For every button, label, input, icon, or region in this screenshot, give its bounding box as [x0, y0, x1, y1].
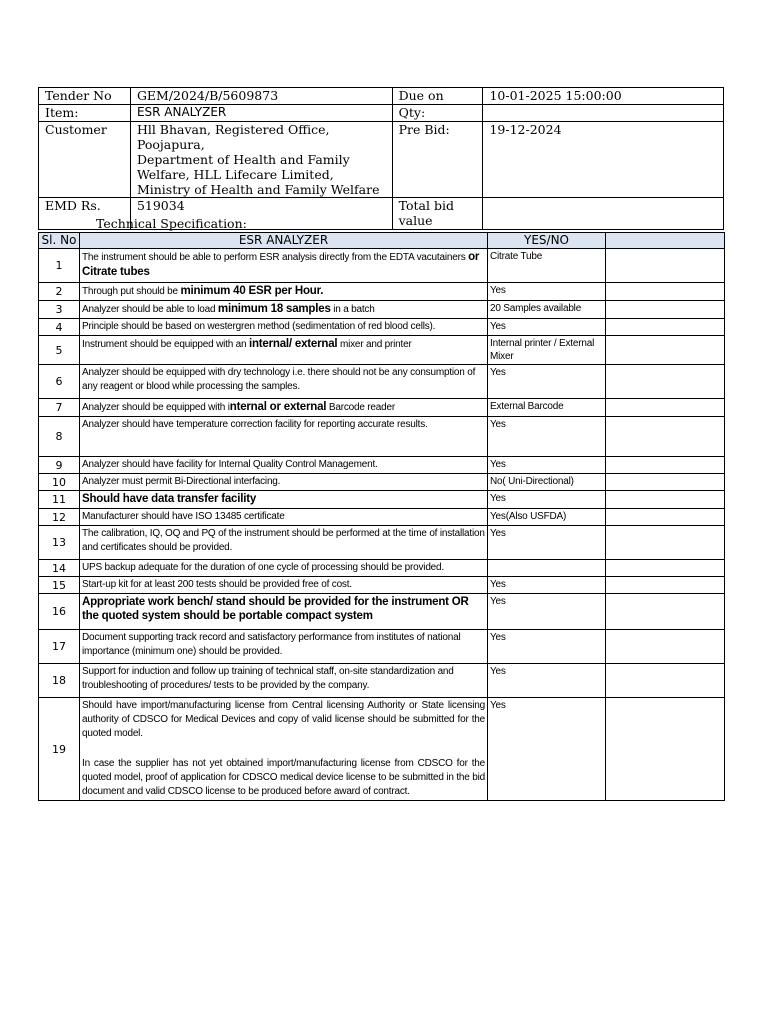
requirement-text-tail: in a batch [330, 304, 375, 315]
emd-value: 519034 [130, 198, 392, 230]
table-row [39, 526, 725, 560]
row-compliance: Yes [488, 457, 606, 474]
row-compliance: No( Uni-Directional) [488, 474, 606, 491]
row-requirement [80, 630, 488, 664]
requirement-text: Should have import/manufacturing license from Central licensing Authority or State licensing authority of CDSCO for Medical Devices and copy of valid license should be submitted for the quoted model. [82, 700, 485, 739]
row-remarks [606, 417, 725, 457]
row-requirement [80, 474, 488, 491]
total-bid-label [392, 198, 483, 230]
technical-specification-caption: Technical Specification: [96, 216, 247, 231]
requirement-emphasis: Should have data transfer facility [82, 493, 257, 505]
row-requirement [80, 577, 488, 594]
requirement-text-tail: In case the supplier has not yet obtained import/manufacturing license from CDSCO for the quoted model, proof of application for CDSCO medical device license to be submitted in the bid document and valid CDSCO license to be produced before award of contract. [82, 758, 485, 797]
customer-value [130, 122, 392, 198]
col-header-yes-no: YES/NO [488, 233, 606, 249]
row-requirement [80, 509, 488, 526]
item-value: ESR ANALYZER [130, 105, 392, 122]
row-compliance: Citrate Tube [488, 249, 606, 283]
table-row [39, 336, 725, 365]
row-requirement [80, 399, 488, 417]
row-number: 1 [39, 249, 80, 283]
row-compliance: Yes [488, 577, 606, 594]
row-compliance: 20 Samples available [488, 301, 606, 319]
requirement-text-tail: mixer and printer [337, 339, 412, 350]
row-requirement [80, 365, 488, 399]
requirement-text: Start-up kit for at least 200 tests should be provided free of cost. [82, 579, 352, 590]
row-remarks [606, 249, 725, 283]
row-number: 3 [39, 301, 80, 319]
requirement-text: Instrument should be equipped with an [82, 339, 249, 350]
row-number: 11 [39, 491, 80, 509]
due-on-label: Due on [392, 88, 483, 105]
table-row [39, 594, 725, 630]
tender-info-table [38, 87, 724, 230]
row-requirement [80, 457, 488, 474]
customer-label: Customer [39, 122, 131, 198]
requirement-emphasis: internal/ external [248, 338, 338, 350]
table-row [39, 283, 725, 301]
row-number: 14 [39, 560, 80, 577]
row-remarks [606, 319, 725, 336]
requirement-text: The instrument should be able to perform ESR analysis directly from the EDTA vacutainers [82, 252, 469, 263]
requirement-text: Analyzer should be able to load [82, 304, 218, 315]
row-requirement [80, 336, 488, 365]
row-remarks [606, 630, 725, 664]
row-requirement [80, 283, 488, 301]
row-remarks [606, 365, 725, 399]
table-row [39, 577, 725, 594]
row-remarks [606, 526, 725, 560]
row-requirement [80, 319, 488, 336]
row-remarks [606, 509, 725, 526]
row-number: 6 [39, 365, 80, 399]
total-bid-value [483, 198, 724, 230]
col-header-sl-no: Sl. No [39, 233, 80, 249]
row-compliance: Yes [488, 319, 606, 336]
table-row [39, 491, 725, 509]
requirement-text: Analyzer should have facility for Internal Quality Control Management. [82, 459, 378, 470]
row-compliance: Yes(Also USFDA) [488, 509, 606, 526]
pre-bid-label: Pre Bid: [392, 122, 483, 198]
row-number: 13 [39, 526, 80, 560]
row-compliance: Internal printer / External Mixer [488, 336, 606, 365]
requirement-emphasis: or Citrate tubes [82, 251, 480, 278]
requirement-text: Manufacturer should have ISO 13485 certificate [82, 511, 285, 522]
row-compliance: Yes [488, 417, 606, 457]
table-row [39, 301, 725, 319]
requirement-text-tail: Barcode reader [326, 402, 396, 413]
table-row [39, 560, 725, 577]
pre-bid-value: 19-12-2024 [483, 122, 724, 198]
total-bid-label-line1: Total bid [398, 198, 454, 213]
row-number: 15 [39, 577, 80, 594]
row-compliance: Yes [488, 664, 606, 698]
row-compliance: Yes [488, 365, 606, 399]
col-header-extra [606, 233, 725, 249]
requirement-text: Document supporting track record and satisfactory performance from institutes of national importance (minimum one) should be provided. [82, 632, 461, 657]
due-on-value: 10-01-2025 15:00:00 [483, 88, 724, 105]
requirement-text: Analyzer should be equipped with dry technology i.e. there should not be any consumption of any reagent or blood while processing the samples. [82, 367, 476, 392]
table-row [39, 474, 725, 491]
row-number: 8 [39, 417, 80, 457]
row-remarks [606, 474, 725, 491]
row-number: 5 [39, 336, 80, 365]
tender-no-value: GEM/2024/B/5609873 [130, 88, 392, 105]
table-row [39, 417, 725, 457]
row-requirement [80, 249, 488, 283]
table-row [39, 457, 725, 474]
requirement-text: Through put should be [82, 286, 181, 297]
customer-line: Hll Bhavan, Registered Office, Poojapura, [136, 122, 330, 152]
row-remarks [606, 399, 725, 417]
row-remarks [606, 491, 725, 509]
row-compliance: Yes [488, 630, 606, 664]
table-row [39, 698, 725, 801]
row-compliance: Yes [488, 283, 606, 301]
requirement-emphasis: minimum 40 ESR per Hour. [180, 285, 324, 297]
row-requirement [80, 560, 488, 577]
table-row [39, 249, 725, 283]
row-remarks [606, 336, 725, 365]
table-row [39, 399, 725, 417]
row-compliance [488, 560, 606, 577]
requirement-emphasis: nternal or external [229, 401, 327, 413]
col-header-esr-analyzer: ESR ANALYZER [80, 233, 488, 249]
row-compliance: Yes [488, 594, 606, 630]
row-number: 17 [39, 630, 80, 664]
paragraph-gap [82, 741, 485, 757]
row-remarks [606, 301, 725, 319]
row-requirement [80, 301, 488, 319]
row-number: 10 [39, 474, 80, 491]
row-compliance: Yes [488, 698, 606, 801]
table-row [39, 319, 725, 336]
tender-no-label: Tender No [39, 88, 131, 105]
customer-line: Department of Health and Family [136, 152, 350, 167]
requirement-text: Principle should be based on westergren method (sedimentation of red blood cells). [82, 321, 436, 332]
table-row [39, 365, 725, 399]
item-label: Item: [39, 105, 131, 122]
row-number: 16 [39, 594, 80, 630]
row-compliance: Yes [488, 526, 606, 560]
qty-value [483, 105, 724, 122]
row-number: 4 [39, 319, 80, 336]
row-remarks [606, 594, 725, 630]
row-remarks [606, 283, 725, 301]
row-requirement [80, 526, 488, 560]
row-remarks [606, 457, 725, 474]
row-number: 12 [39, 509, 80, 526]
row-number: 18 [39, 664, 80, 698]
row-number: 2 [39, 283, 80, 301]
emd-label: EMD Rs. [39, 198, 131, 230]
requirement-emphasis: minimum 18 samples [217, 303, 331, 315]
row-requirement [80, 664, 488, 698]
row-compliance: External Barcode [488, 399, 606, 417]
row-requirement [80, 417, 488, 457]
table-row [39, 664, 725, 698]
customer-line: Ministry of Health and Family Welfare [136, 182, 380, 197]
table-row [39, 630, 725, 664]
customer-line: Welfare, HLL Lifecare Limited, [136, 167, 334, 182]
row-compliance: Yes [488, 491, 606, 509]
requirement-text: Analyzer must permit Bi-Directional interfacing. [82, 476, 281, 487]
row-number: 19 [39, 698, 80, 801]
row-requirement [80, 491, 488, 509]
row-remarks [606, 698, 725, 801]
row-remarks [606, 577, 725, 594]
total-bid-label-line2: value [398, 213, 433, 228]
requirement-text: The calibration, IQ, OQ and PQ of the instrument should be performed at the time of installation and certificates should be provided. [82, 528, 485, 553]
row-number: 7 [39, 399, 80, 417]
table-row [39, 509, 725, 526]
qty-label: Qty: [392, 105, 483, 122]
row-remarks [606, 560, 725, 577]
specification-table [38, 232, 725, 801]
requirement-text: Analyzer should have temperature correction facility for reporting accurate results. [82, 419, 428, 430]
requirement-emphasis: Appropriate work bench/ stand should be provided for the instrument OR the quoted system should be portable compact system [82, 596, 469, 622]
requirement-text: Support for induction and follow up training of technical staff, on-site standardization and troubleshooting of procedures/ tests to be provided by the company. [82, 666, 454, 691]
requirement-text: Analyzer should be equipped with i [82, 402, 230, 413]
row-requirement [80, 594, 488, 630]
requirement-text: UPS backup adequate for the duration of one cycle of processing should be provided. [82, 562, 444, 573]
row-remarks [606, 664, 725, 698]
row-number: 9 [39, 457, 80, 474]
row-requirement [80, 698, 488, 801]
